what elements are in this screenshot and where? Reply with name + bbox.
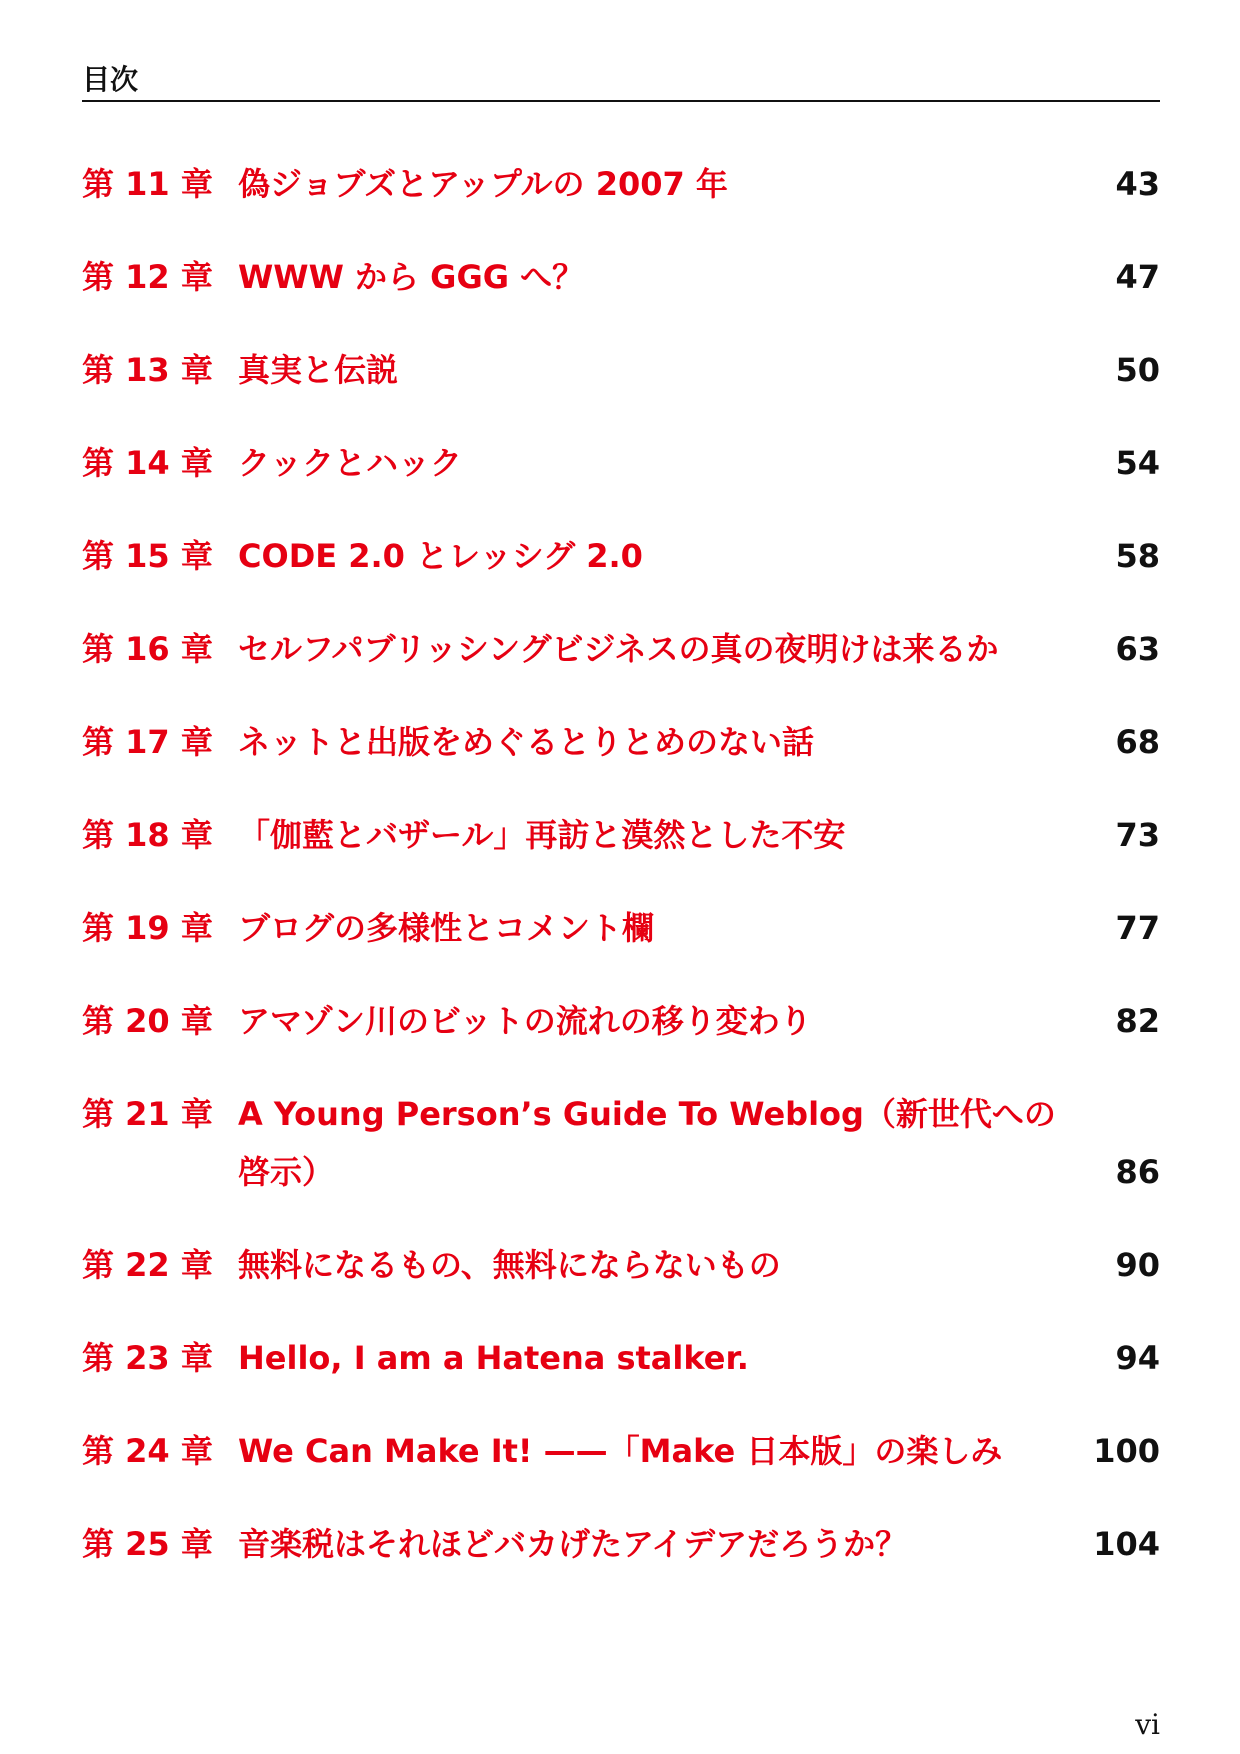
page-number: 73 <box>1115 816 1160 854</box>
chapter-title: アマゾン川のビットの流れの移り変わり <box>238 1002 812 1040</box>
page-number: 104 <box>1093 1525 1160 1563</box>
page-number: 82 <box>1115 1002 1160 1040</box>
chapter-title: 「伽藍とバザール」再訪と漠然とした不安 <box>238 816 846 854</box>
chapter-number: 第 15 章 <box>82 537 213 575</box>
chapter-title: クックとハック <box>238 444 463 482</box>
page-number: 68 <box>1115 723 1160 761</box>
chapter-number: 第 12 章 <box>82 258 213 296</box>
chapter-title: 偽ジョブズとアップルの 2007 年 <box>238 165 728 203</box>
page-number: 100 <box>1093 1432 1160 1470</box>
table-of-contents <box>82 0 1160 1754</box>
chapter-number: 第 24 章 <box>82 1432 213 1470</box>
chapter-number: 第 16 章 <box>82 630 213 668</box>
page-title: 目次 <box>82 63 139 96</box>
chapter-title: 音楽税はそれほどバカげたアイデアだろうか？ <box>238 1525 908 1563</box>
chapter-number: 第 17 章 <box>82 723 213 761</box>
chapter-title: 無料になるもの、無料にならないもの <box>238 1246 781 1284</box>
chapter-number: 第 14 章 <box>82 444 213 482</box>
chapter-number: 第 25 章 <box>82 1525 213 1563</box>
page-number: 54 <box>1115 444 1160 482</box>
chapter-title: 真実と伝説 <box>238 351 399 389</box>
chapter-number: 第 22 章 <box>82 1246 213 1284</box>
page-folio: vi <box>1135 1708 1160 1741</box>
chapter-title: ネットと出版をめぐるとりとめのない話 <box>238 723 815 761</box>
chapter-number: 第 20 章 <box>82 1002 213 1040</box>
page-number: 94 <box>1115 1339 1160 1377</box>
page-number: 50 <box>1115 351 1160 389</box>
chapter-number: 第 23 章 <box>82 1339 213 1377</box>
page-number: 77 <box>1115 909 1160 947</box>
page-number: 43 <box>1115 165 1160 203</box>
chapter-number: 第 18 章 <box>82 816 213 854</box>
chapter-title: We Can Make It! ——「Make 日本版」の楽しみ <box>238 1432 1003 1470</box>
chapter-title: セルフパブリッシングビジネスの真の夜明けは来るか <box>238 630 999 668</box>
chapter-title: ブログの多様性とコメント欄 <box>238 909 655 947</box>
page-number: 58 <box>1115 537 1160 575</box>
chapter-title: CODE 2.0 とレッシグ 2.0 <box>238 537 643 575</box>
chapter-title: WWW から GGG へ？ <box>238 258 585 296</box>
chapter-title: Hello, I am a Hatena stalker. <box>238 1339 749 1377</box>
chapter-number: 第 11 章 <box>82 165 213 203</box>
chapter-number: 第 21 章 <box>82 1095 213 1133</box>
page-number: 90 <box>1115 1246 1160 1284</box>
chapter-number: 第 13 章 <box>82 351 213 389</box>
page-number: 63 <box>1115 630 1160 668</box>
page-number: 86 <box>1115 1153 1160 1191</box>
chapter-number: 第 19 章 <box>82 909 213 947</box>
chapter-title: A Young Person’s Guide To Weblog（新世代への啓示） <box>238 1095 1056 1191</box>
page-number: 47 <box>1115 258 1160 296</box>
